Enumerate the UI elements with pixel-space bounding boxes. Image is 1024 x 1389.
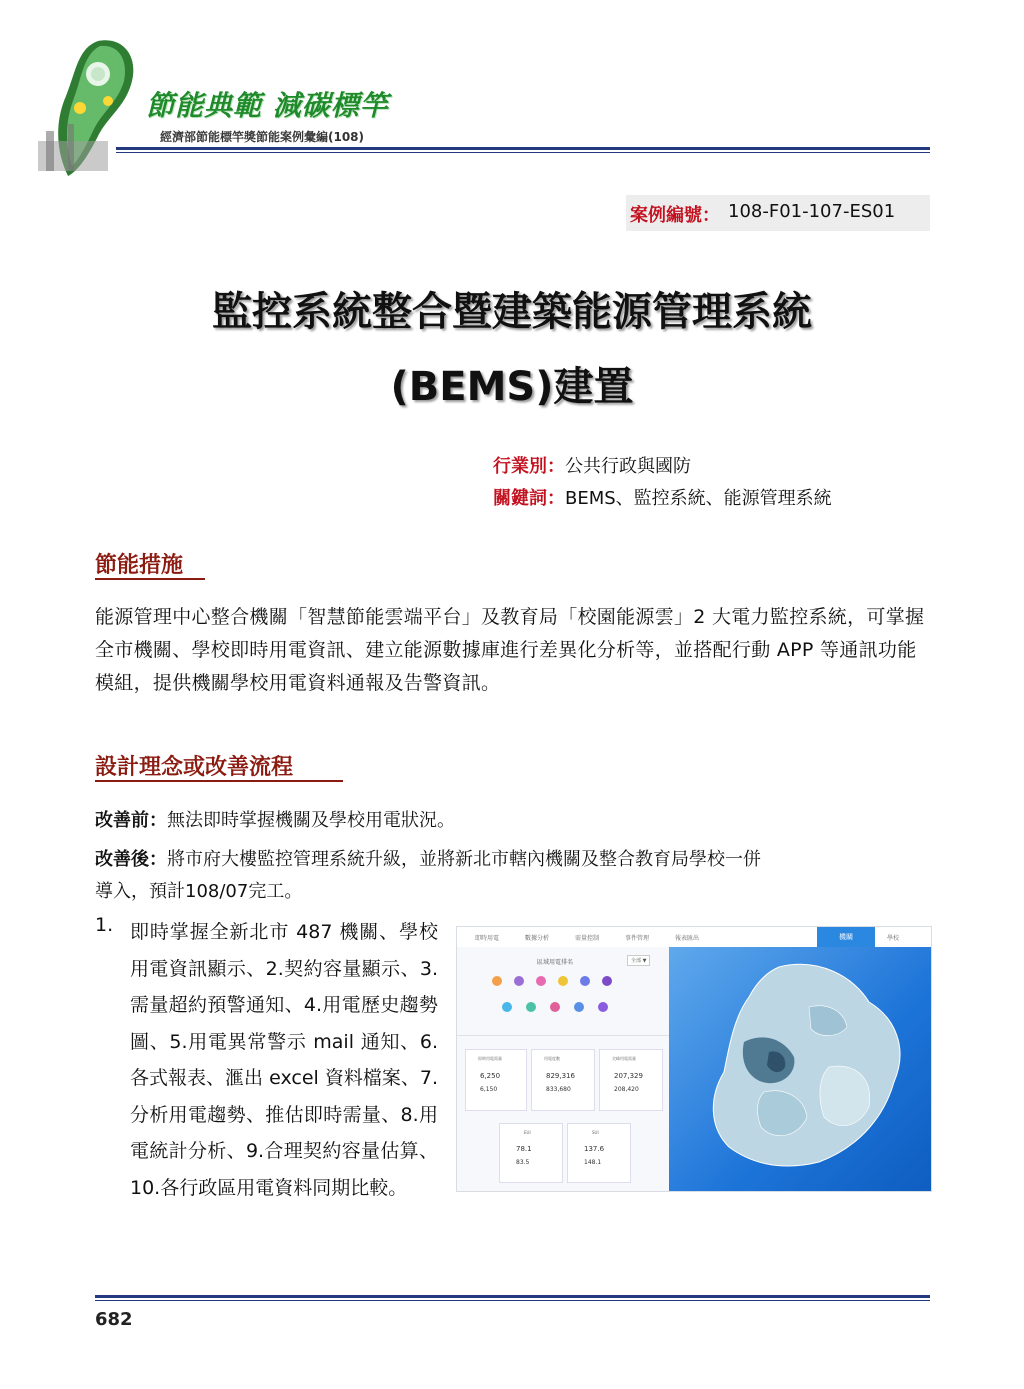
section-heading-underline bbox=[95, 780, 343, 782]
panel-title: 區域用電排名 bbox=[537, 959, 574, 966]
stat-card-value: 137.6 bbox=[584, 1145, 605, 1153]
series-title: 節能典範 減碳標竿 bbox=[146, 89, 389, 122]
before-text: 無法即時掌握機關及學校用電狀況。 bbox=[167, 810, 455, 831]
dashboard-screenshot bbox=[456, 926, 932, 1192]
footer-rule-thin bbox=[95, 1300, 930, 1301]
stat-card bbox=[599, 1049, 663, 1111]
stat-card-value: 208,420 bbox=[614, 1086, 639, 1093]
page-number: 682 bbox=[95, 1309, 133, 1330]
stat-card bbox=[465, 1049, 527, 1111]
stat-card-value: 78.1 bbox=[516, 1145, 532, 1153]
section-heading-underline bbox=[95, 578, 205, 580]
page-title-line1: 監控系統整合暨建築能源管理系統 bbox=[212, 289, 812, 335]
new-taipei-map-icon bbox=[669, 947, 931, 1191]
stat-card-title: 用電度數 bbox=[544, 1056, 560, 1061]
dashboard-tab: 即時用電 bbox=[475, 935, 500, 942]
after-text: 將市府大樓監控管理系統升級，並將新北市轄內機關及整合教育局學校一併 bbox=[167, 849, 761, 870]
section-heading-design: 設計理念或改善流程 bbox=[95, 755, 294, 780]
industry-label: 行業別： bbox=[493, 456, 565, 477]
case-number-label: 案例編號： bbox=[630, 205, 720, 226]
industry-line bbox=[493, 452, 691, 478]
dashboard-tab: 事件管理 bbox=[625, 935, 650, 942]
case-number-value: 108-F01-107-ES01 bbox=[728, 201, 896, 222]
dashboard-tab: 學校 bbox=[887, 935, 900, 942]
after-label: 改善後： bbox=[95, 849, 167, 870]
dashboard-map-panel bbox=[669, 947, 931, 1191]
keywords-value: BEMS、監控系統、能源管理系統 bbox=[565, 488, 832, 509]
stat-card-value: 829,316 bbox=[546, 1072, 575, 1080]
ranking-pins bbox=[487, 973, 647, 1023]
stat-card-title: 即時用電需量 bbox=[478, 1056, 502, 1061]
page-title-line2: (BEMS)建置 bbox=[390, 364, 634, 410]
stat-card-value: 833,680 bbox=[546, 1086, 571, 1093]
dashboard-tab: 需量控制 bbox=[575, 935, 600, 942]
before-label: 改善前： bbox=[95, 810, 167, 831]
panel-divider bbox=[457, 1035, 669, 1036]
section-measures-body: 能源管理中心整合機關「智慧節能雲端平台」及教育局「校園能源雲」2 大電力監控系統，可掌握全市機關、學校即時用電資訊、建立能源數據庫進行差異化分析等，並搭配行動 APP 等通訊功能模組，提供機關學校用電資料通報及告警資訊。 bbox=[95, 606, 925, 694]
industry-value: 公共行政與國防 bbox=[565, 456, 691, 477]
region-select: 全部 ▼ bbox=[627, 955, 650, 966]
list-item-number: 1. bbox=[95, 914, 114, 936]
keywords-label: 關鍵詞： bbox=[493, 488, 565, 509]
dashboard-tab: 數據分析 bbox=[525, 935, 550, 942]
dashboard-left-panel bbox=[457, 947, 669, 1191]
stat-card-title: SUI bbox=[592, 1130, 599, 1135]
stat-card-title: 尖峰用電需量 bbox=[612, 1056, 636, 1061]
stat-card-title: EUI bbox=[524, 1130, 531, 1135]
taiwan-logo-icon bbox=[28, 36, 158, 181]
after-line bbox=[95, 845, 761, 871]
stat-card-value: 148.1 bbox=[584, 1159, 602, 1166]
after-line-2: 導入，預計108/07完工。 bbox=[95, 881, 303, 902]
dashboard-tab-active: 機關 bbox=[817, 927, 875, 947]
stat-card bbox=[567, 1123, 631, 1183]
dashboard-tab: 報表匯出 bbox=[675, 935, 700, 942]
series-subtitle: 經濟部節能標竿獎節能案例彙編(108) bbox=[160, 130, 365, 144]
stat-card-value: 83.5 bbox=[516, 1159, 530, 1166]
section-heading-measures: 節能措施 bbox=[95, 553, 184, 578]
stat-card bbox=[531, 1049, 595, 1111]
stat-card-value: 6,250 bbox=[480, 1072, 501, 1080]
stat-card bbox=[499, 1123, 563, 1183]
before-line bbox=[95, 806, 455, 832]
stat-card-value: 207,329 bbox=[614, 1072, 643, 1080]
list-item-text: 即時掌握全新北市 487 機關、學校用電資訊顯示、2.契約容量顯示、3.需量超約預警通知、4.用電歷史趨勢圖、5.用電異常警示 mail 通知、6.各式報表、滙出 excel 資料檔案、7.分析用電趨勢、推估即時需量、8.用電統計分析、9.合理契約容量估算、10.各行政區用電資料同期比較。 bbox=[130, 921, 438, 1199]
keywords-line bbox=[493, 484, 832, 510]
stat-card-value: 6,150 bbox=[480, 1086, 498, 1093]
header-rule-thin bbox=[116, 152, 930, 153]
header-rule bbox=[116, 147, 930, 150]
footer-rule bbox=[95, 1295, 930, 1298]
